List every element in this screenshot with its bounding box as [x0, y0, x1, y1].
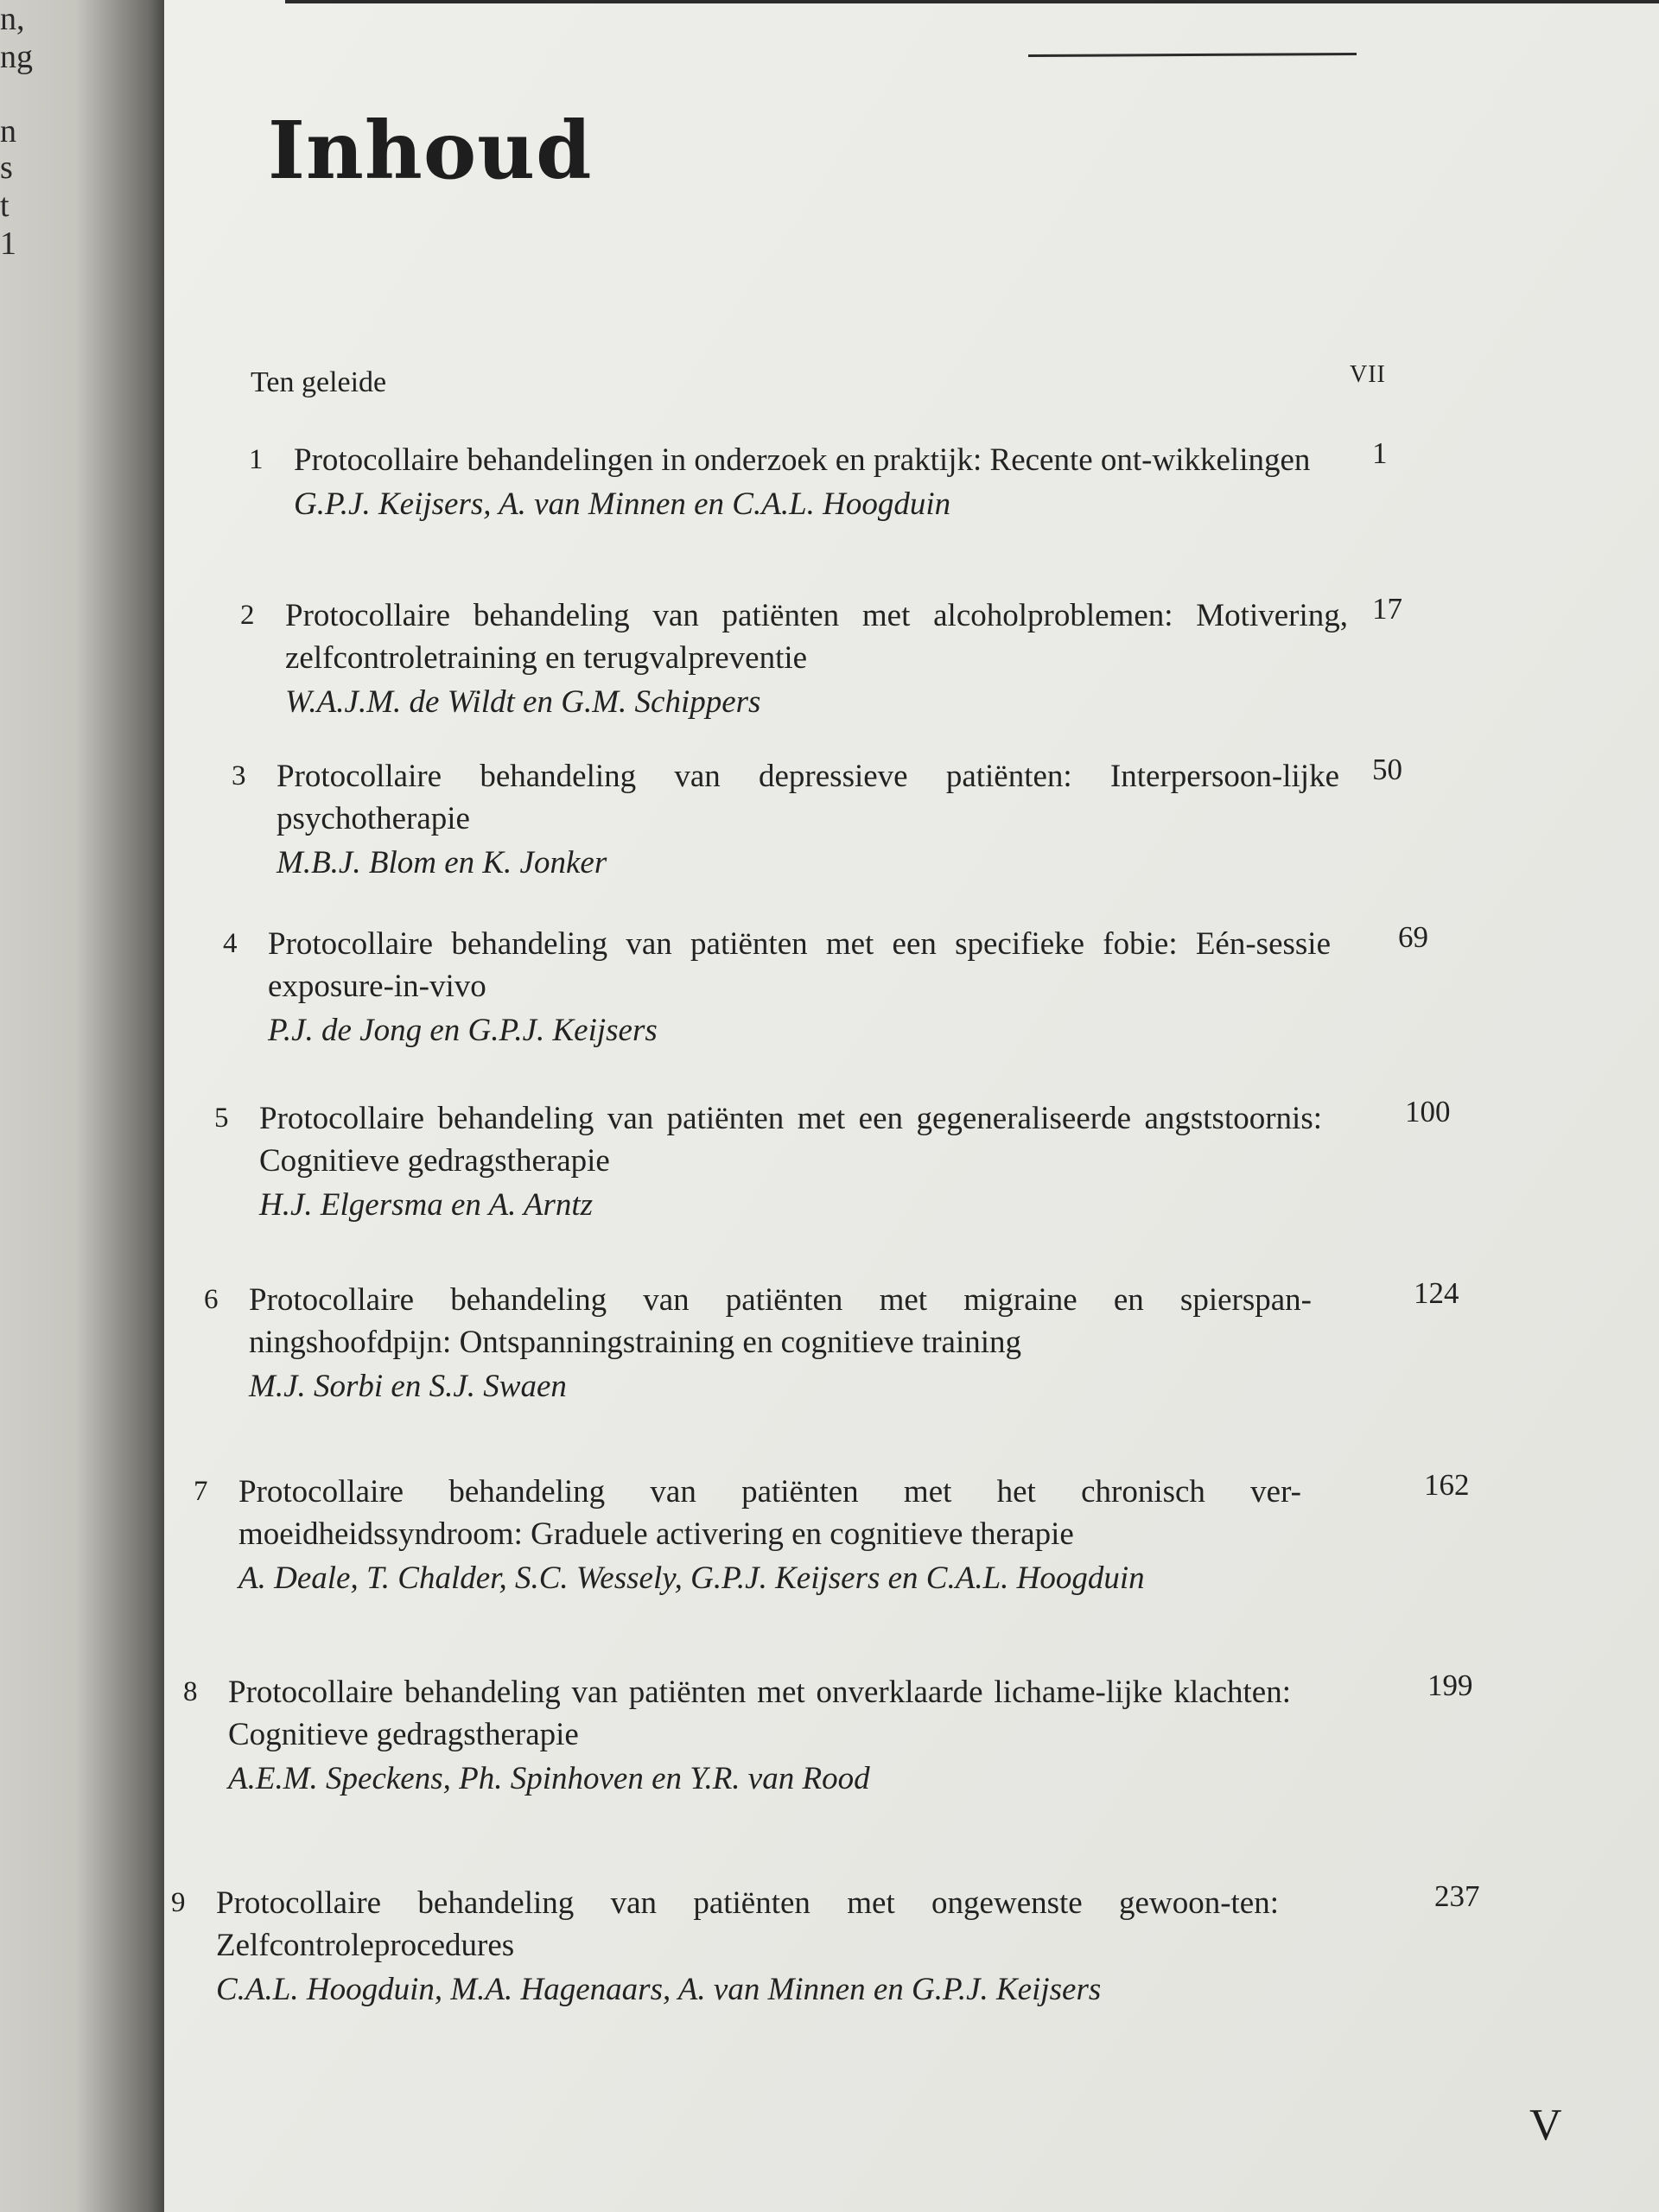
toc-entry-authors: M.B.J. Blom en K. Jonker [276, 845, 607, 880]
toc-entry-authors: H.J. Elgersma en A. Arntz [259, 1187, 594, 1223]
toc-entry-number: 3 [232, 760, 246, 791]
toc-entry-body [276, 755, 1339, 884]
previous-page-fragment: ng [0, 39, 33, 75]
toc-entry-authors: W.A.J.M. de Wildt en G.M. Schippers [285, 684, 761, 720]
toc-entry-title: Protocollaire behandeling van patiënten met een specifieke fobie: Eén-sessie exposure-in-vivo [268, 926, 1331, 1004]
toc-entry-authors: G.P.J. Keijsers, A. van Minnen en C.A.L. Hoogduin [294, 486, 951, 522]
toc-entry-authors: A.E.M. Speckens, Ph. Spinhoven en Y.R. van Rood [228, 1761, 870, 1796]
toc-entry-number: 7 [194, 1476, 208, 1507]
toc-entry-page: 69 [1398, 920, 1428, 954]
toc-entry-authors: C.A.L. Hoogduin, M.A. Hagenaars, A. van Minnen en G.P.J. Keijsers [216, 1972, 1102, 2007]
toc-entry-title: Protocollaire behandeling van patiënten met een gegeneraliseerde angststoornis: Cognitieve gedragstherapie [259, 1101, 1322, 1179]
toc-entry-page: 237 [1434, 1879, 1480, 1913]
toc-entry-page: 1 [1372, 436, 1388, 470]
toc-entry-body [285, 594, 1348, 723]
book-gutter [0, 0, 190, 2212]
toc-entry-body [294, 439, 1357, 525]
toc-entry-body [259, 1097, 1322, 1226]
toc-entry-body [249, 1279, 1312, 1408]
toc-entry-authors: P.J. de Jong en G.P.J. Keijsers [268, 1013, 658, 1048]
toc-entry-number: 2 [240, 600, 255, 631]
previous-page-fragment: t [0, 188, 10, 224]
toc-entry-body [228, 1671, 1291, 1800]
toc-intro-page: VII [1350, 361, 1386, 388]
book-page [164, 0, 1659, 2212]
toc-entry-page: 162 [1424, 1468, 1470, 1502]
previous-page-edge [0, 0, 52, 276]
toc-entry-title: Protocollaire behandeling van patiënten met ongewenste gewoon-ten: Zelfcontroleprocedures [216, 1885, 1279, 1963]
toc-entry-body [216, 1882, 1279, 2011]
previous-page-fragment: n, [0, 1, 25, 37]
toc-entry-number: 4 [223, 928, 238, 959]
toc-entry-title: Protocollaire behandeling van patiënten met onverklaarde lichame-lijke klachten: Cognitieve gedragstherapie [228, 1675, 1291, 1752]
previous-page-fragment: s [0, 149, 13, 186]
toc-entry-number: 1 [249, 444, 264, 475]
previous-page-fragment: n [0, 113, 16, 149]
toc-entry-page: 50 [1372, 753, 1402, 786]
toc-entry-title: Protocollaire behandeling van patiënten met alcoholproblemen: Motivering, zelfcontroletraining en terugvalpreventie [285, 598, 1348, 676]
toc-entry-title: Protocollaire behandelingen in onderzoek en praktijk: Recente ont-wikkelingen [294, 442, 1311, 478]
toc-entry-number: 9 [171, 1887, 186, 1918]
toc-entry-title: Protocollaire behandeling van patiënten met migraine en spierspan-ningshoofdpijn: Ontspanningstraining en cognitieve training [249, 1282, 1312, 1360]
toc-entry-number: 6 [204, 1284, 219, 1315]
page-title: Inhoud [268, 104, 593, 197]
toc-entry-body [238, 1471, 1301, 1599]
toc-entry-title: Protocollaire behandeling van patiënten met het chronisch ver-moeidheidssyndroom: Graduele activering en cognitieve therapie [238, 1474, 1301, 1552]
toc-entry-authors: A. Deale, T. Chalder, S.C. Wessely, G.P.J. Keijsers en C.A.L. Hoogduin [238, 1560, 1145, 1596]
toc-entry-page: 17 [1372, 592, 1402, 626]
toc-entry-title: Protocollaire behandeling van depressieve patiënten: Interpersoon-lijke psychotherapie [276, 759, 1339, 836]
toc-entry-page: 199 [1427, 1669, 1473, 1702]
toc-entry-number: 5 [214, 1103, 229, 1134]
toc-entry-page: 100 [1405, 1095, 1451, 1128]
page-folio: V [1529, 2101, 1562, 2150]
toc-entry-body [268, 923, 1331, 1052]
toc-entry-authors: M.J. Sorbi en S.J. Swaen [249, 1369, 567, 1404]
toc-entry-number: 8 [183, 1676, 198, 1707]
previous-page-fragment: 1 [0, 226, 16, 262]
toc-intro-label: Ten geleide [251, 366, 387, 398]
table-of-contents [164, 0, 1659, 2212]
toc-entry-page: 124 [1414, 1276, 1459, 1310]
